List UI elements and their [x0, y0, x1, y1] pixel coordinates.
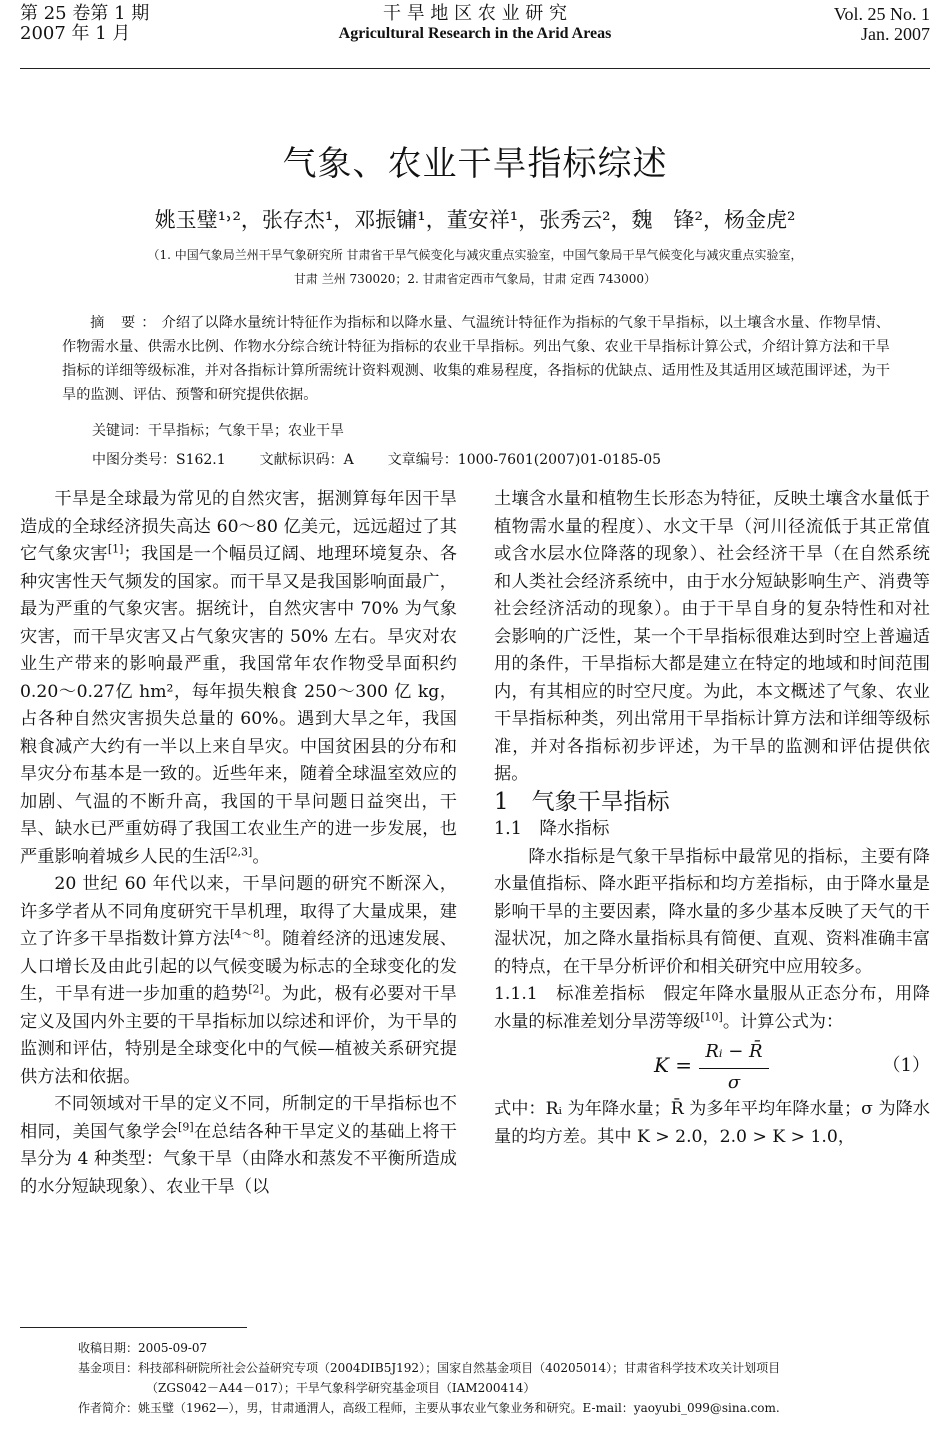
body-column-left [20, 486, 457, 1201]
abstract-label: 摘 要： [90, 315, 162, 331]
affiliations [60, 243, 890, 291]
issue-date-en: Jan. 2007 [861, 24, 930, 44]
footnotes [78, 1338, 930, 1418]
footnote-rule [20, 1327, 247, 1328]
issue-volume: 第 25 卷第 1 期 [20, 3, 150, 24]
paper-title: 气象、农业干旱指标综述 [282, 144, 668, 184]
document-code: 文献标识码：A [259, 452, 354, 468]
equation [494, 1036, 930, 1096]
citation[interactable]: [9] [178, 1119, 194, 1133]
header-journal [0, 4, 950, 44]
paragraph: 土壤含水量和植物生长形态为特征，反映土壤含水量低于植物需水量的程度）、水文干旱（河川径流低于其正常值或含水层水位降落的现象）、社会经济干旱（在自然系统和人类社会经济系统中，由于水分短缺影响生产、消费等社会经济活动的现象）。由于干旱自身的复杂特性和对社会影响的广泛性，某一个干旱指标很难达到时空上普遍适用的条件，干旱指标大都是建立在特定的地域和时间范围内，有其相应的时空尺度。为此，本文概述了气象、农业干旱指标种类，列出常用干旱指标计算方法和详细等级标准，并对各指标初步评述，为干旱的监测和评估提供依据。 [494, 489, 930, 784]
keywords: 关键词：干旱指标；气象干旱；农业干旱 [92, 423, 344, 439]
equation-number: （1） [882, 1055, 930, 1076]
citation[interactable]: [10] [700, 1009, 723, 1023]
fund-info-cont: （ZGS042－A44－017）；干旱气象科学研究基金项目（IAM200414） [146, 1381, 536, 1395]
affiliation-line: 甘肃 兰州 730020；2. 甘肃省定西市气象局，甘肃 定西 743000） [293, 272, 657, 286]
paragraph: 不同领域对干旱的定义不同，所制定的干旱指标也不相同，美国气象学会[9]在总结各种干旱定义的基础上将干旱分为 4 种类型：气象干旱（由降水和蒸发不平衡所造成的水分短缺现象）、农业干旱（以 [20, 1094, 457, 1197]
paragraph: 20 世纪 60 年代以来，干旱问题的研究不断深入，许多学者从不同角度研究干旱机理，取得了大量成果，建立了许多干旱指数计算方法[4～8]。随着经济的迅速发展、人口增长及由此引起的以气候变暖为标志的全球变化的发生，干旱有进一步加重的趋势[2]。为此，极有必要对干旱定义及国内外主要的干旱指标加以综述和评价，为干旱的监测和评估，特别是全球变化中的气候—植被关系研究提供方法和依据。 [20, 874, 457, 1087]
subsection-heading: 1.1 降水指标 [494, 819, 610, 839]
abstract [62, 311, 890, 407]
paragraph: 式中：Rᵢ 为年降水量；R̄ 为多年平均年降水量；σ 为降水量的均方差。其中 K > 2.0，2.0 > K > 1.0， [494, 1099, 930, 1147]
issue-date: 2007 年 1 月 [20, 23, 131, 44]
author-list: 姚玉璧¹˒²，张存杰¹，邓振镛¹，董安祥¹，张秀云²，魏 锋²，杨金虎² [154, 208, 796, 232]
header-issue-en [834, 4, 930, 44]
classification-line [92, 449, 695, 469]
citation[interactable]: [2] [248, 982, 264, 996]
affiliation-line: （1. 中国气象局兰州干旱气象研究所 甘肃省干旱气候变化与减灾重点实验室，中国气象局干旱气候变化与减灾重点实验室， [147, 248, 803, 262]
journal-name-en: Agricultural Research in the Arid Areas [338, 25, 612, 42]
paragraph: 1.1.1 标准差指标 假定年降水量服从正态分布，用降水量的标准差划分旱涝等级[10]。计算公式为： [494, 984, 930, 1032]
equation-numerator: Rᵢ − R̄ [699, 1038, 769, 1069]
citation[interactable]: [4～8] [230, 927, 265, 941]
author-bio: 作者简介：姚玉璧（1962—），男，甘肃通渭人，高级工程师，主要从事农业气象业务和研究。E-mail：yaoyubi_099@sina.com. [78, 1401, 780, 1415]
received-date: 收稿日期：2005-09-07 [78, 1341, 208, 1355]
section-heading: 1 气象干旱指标 [494, 788, 670, 815]
equation-denominator: σ [727, 1071, 741, 1093]
body-column-right [494, 486, 930, 1151]
issue-volume-en: Vol. 25 No. 1 [833, 4, 930, 24]
citation[interactable]: [1] [107, 542, 124, 556]
header-rule [20, 68, 930, 69]
article-number: 文章编号：1000-7601(2007)01-0185-05 [387, 452, 662, 468]
equation-lhs: K = [654, 1053, 693, 1077]
fund-info: 基金项目：科技部科研院所社会公益研究专项（2004DIB5J192）；国家自然基金项目（40205014）；甘肃省科学技术攻关计划项目 [78, 1361, 781, 1375]
clc-number: 中图分类号：S162.1 [92, 452, 226, 468]
paragraph: 降水指标是气象干旱指标中最常见的指标，主要有降水量值指标、降水距平指标和均方差指标，由于降水量是影响干旱的主要因素，降水量的多少基本反映了天气的干湿状况，加之降水量指标具有简便、直观、资料准确丰富的特点，在干旱分析评价和相关研究中应用较多。 [494, 846, 930, 977]
journal-name-cn: 干 旱 地 区 农 业 研 究 [382, 3, 568, 24]
subsubsection-heading: 1.1.1 标准差指标 [494, 984, 646, 1004]
equation-fraction [699, 1038, 769, 1096]
abstract-text: 介绍了以降水量统计特征作为指标和以降水量、气温统计特征作为指标的气象干旱指标，以土壤含水量、作物旱情、作物需水量、供需水比例、作物水分综合统计特征为指标的农业干旱指标。列出气象、农业干旱指标计算公式，介绍计算方法和干旱指标的详细等级标准，并对各指标计算所需统计资料观测、收集的难易程度，各指标的优缺点、适用性及其适用区域范围评述，为干旱的监测、评估、预警和研究提供依据。 [62, 315, 890, 403]
citation[interactable]: [2,3] [226, 844, 253, 858]
paragraph: 干旱是全球最为常见的自然灾害，据测算每年因干旱造成的全球经济损失高达 60～80 亿美元，远远超过了其它气象灾害[1]；我国是一个幅员辽阔、地理环境复杂、各种灾害性天气频发的国家。而干旱又是我国影响面最广，最为严重的气象灾害。据统计，自然灾害中 70% 为气象灾害，而干旱灾害又占气象灾害的 50% 左右。旱灾对农业生产带来的影响最严重，我国常年农作物受旱面积约 0.20～0.27亿 hm²，每年损失粮食 250～300 亿 kg，占各种自然灾害损失总量的 60%。遇到大旱之年，我国粮食减产大约有一半以上来自旱灾。中国贫困县的分布和旱灾分布基本是一致的。近些年来，随着全球温室效应的加剧、气温的不断升高，我国的干旱问题日益突出，干旱、缺水已严重妨碍了我国工农业生产的进一步发展，也严重影响着城乡人民的生活[2,3]。 [20, 489, 457, 867]
